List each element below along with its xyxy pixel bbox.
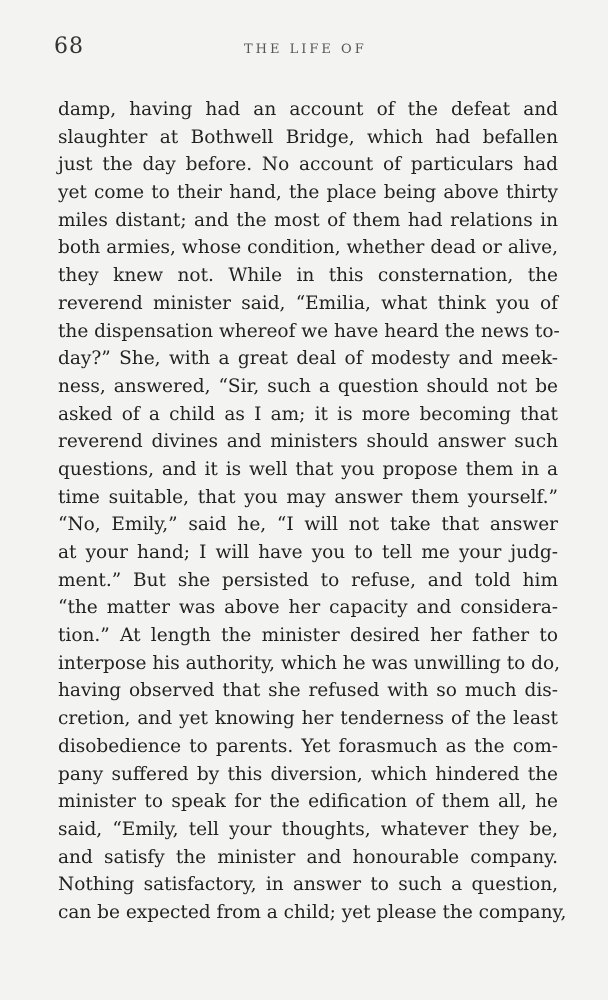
text-line: reverend minister said, “Emilia, what think you of: [58, 292, 558, 314]
page-header: [54, 34, 564, 64]
text-line: “the matter was above her capacity and considera-: [58, 597, 558, 619]
page-number: 68: [54, 34, 84, 59]
text-line: asked of a child as I am; it is more becoming that: [58, 403, 558, 425]
text-line: said, “Emily, tell your thoughts, whatever they be,: [58, 818, 558, 840]
text-line: the dispensation whereof we have heard the news to-: [58, 320, 560, 342]
text-line: tion.” At length the minister desired her father to: [58, 625, 558, 647]
text-line: both armies, whose condition, whether dead or alive,: [58, 237, 558, 259]
text-line: day?” She, with a great deal of modesty and meek-: [58, 348, 558, 370]
text-line: ness, answered, “Sir, such a question should not be: [58, 375, 558, 397]
text-line: slaughter at Bothwell Bridge, which had befallen: [58, 126, 558, 148]
text-line: time suitable, that you may answer them yourself.”: [58, 486, 558, 508]
text-line: questions, and it is well that you propose them in a: [58, 458, 558, 480]
text-line: ment.” But she persisted to refuse, and told him: [58, 569, 558, 591]
text-line: they knew not. While in this consternation, the: [58, 265, 558, 287]
text-line: can be expected from a child; yet please the company,: [58, 901, 567, 923]
text-line: just the day before. No account of particulars had: [58, 154, 558, 176]
text-line: Nothing satisfactory, in answer to such a question,: [58, 874, 558, 896]
body-text: [58, 96, 567, 927]
text-line: disobedience to parents. Yet forasmuch as the com-: [58, 735, 558, 757]
text-line: interpose his authority, which he was unwilling to do,: [58, 652, 561, 674]
text-line: yet come to their hand, the place being above thirty: [58, 182, 558, 204]
running-head: THE LIFE OF: [244, 42, 367, 57]
text-line: miles distant; and the most of them had relations in: [58, 209, 558, 231]
text-line: pany suffered by this diversion, which hindered the: [58, 763, 558, 785]
text-line: having observed that she refused with so much dis-: [58, 680, 558, 702]
text-line: damp, having had an account of the defeat and: [58, 99, 558, 120]
text-line: cretion, and yet knowing her tenderness of the least: [58, 708, 558, 730]
text-line: reverend divines and ministers should answer such: [58, 431, 558, 453]
text-line: and satisfy the minister and honourable company.: [58, 846, 558, 868]
text-line: “No, Emily,” said he, “I will not take that answer: [58, 514, 558, 536]
text-line: at your hand; I will have you to tell me your judg-: [58, 542, 558, 563]
text-line: minister to speak for the edification of them all, he: [58, 791, 558, 813]
